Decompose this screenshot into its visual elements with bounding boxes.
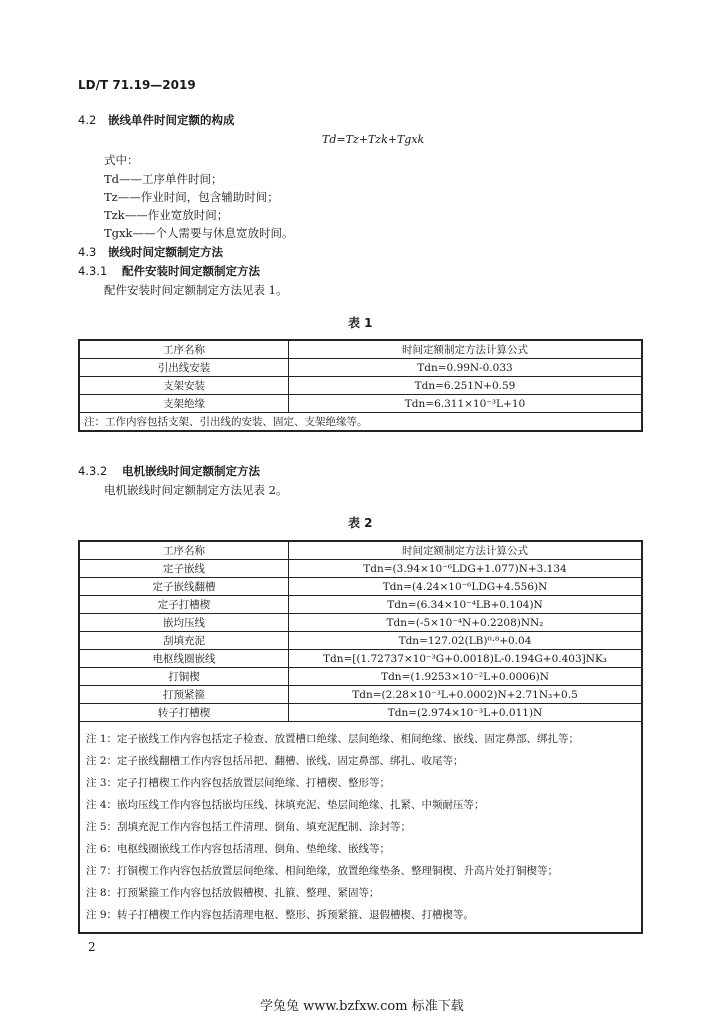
section-4-3-2-heading <box>78 463 260 479</box>
table-2 <box>78 540 643 934</box>
process-name: 定子打槽楔 <box>79 596 289 614</box>
legend-item: Tzk——作业宽放时间； <box>104 208 229 222</box>
formula-cell: Tdn=(4.24×10⁻⁶LDG+4.556)N <box>289 578 643 596</box>
table-header-row <box>79 541 642 560</box>
formula-cell: Tdn=[(1.72737×10⁻³G+0.0018)L-0.194G+0.403]NK₃ <box>289 650 643 668</box>
table-note: 注 6：电枢线圈嵌线工作内容包括清理、倒角、垫绝缘、嵌线等； <box>86 843 391 855</box>
table-row <box>79 650 642 668</box>
footer-watermark[interactable]: 学兔兔 www.bzfxw.com 标准下载 <box>260 999 464 1014</box>
document-code: LD/T 71.19—2019 <box>78 78 196 92</box>
table-note: 注 5：刮填充泥工作内容包括工件清理、倒角、填充泥配制、涂封等； <box>86 821 412 833</box>
process-name: 电枢线圈嵌线 <box>79 650 289 668</box>
table-row <box>79 377 642 395</box>
formula-cell: Tdn=6.311×10⁻³L+10 <box>289 395 643 413</box>
process-name: 嵌均压线 <box>79 614 289 632</box>
table-note: 注 2：定子嵌线翻槽工作内容包括吊把、翻槽、嵌线、固定鼻部、绑扎、收尾等； <box>86 755 464 767</box>
table-note: 注 9：转子打槽楔工作内容包括清理电枢、整形、拆预紧箍、退假槽楔、打槽楔等。 <box>86 909 475 921</box>
legend-intro: 式中： <box>104 153 139 167</box>
process-name: 引出线安装 <box>79 359 289 377</box>
table-row <box>79 596 642 614</box>
formula-cell: Tdn=0.99N-0.033 <box>289 359 643 377</box>
process-name: 打铜楔 <box>79 668 289 686</box>
table-1 <box>78 339 643 432</box>
table-2-caption: 表 2 <box>348 516 373 530</box>
process-name: 支架绝缘 <box>79 395 289 413</box>
legend-item: Tz——作业时间，包含辅助时间； <box>104 190 279 204</box>
table-row <box>79 668 642 686</box>
process-name: 转子打槽楔 <box>79 704 289 722</box>
header-cell: 时间定额制定方法计算公式 <box>289 541 643 560</box>
table-note-row <box>79 413 642 432</box>
section-4-3-1-body: 配件安装时间定额制定方法见表 1。 <box>104 283 288 297</box>
process-name: 定子嵌线翻槽 <box>79 578 289 596</box>
table-note: 注 7：打铜楔工作内容包括放置层间绝缘、相间绝缘，放置绝缘垫条、整理铜楔、升高片处打铜楔等； <box>86 865 559 877</box>
header-cell: 工序名称 <box>79 541 289 560</box>
section-title: 嵌线时间定额制定方法 <box>108 245 223 259</box>
formula-cell: Tdn=127.02(LB)⁰·⁸+0.04 <box>289 632 643 650</box>
legend-item: Td——工序单件时间； <box>104 172 223 186</box>
section-4-3-1-heading <box>78 263 260 279</box>
table-row <box>79 578 642 596</box>
formula-cell: Tdn=(6.34×10⁻⁴LB+0.104)N <box>289 596 643 614</box>
composition-formula: Td=Tz+Tzk+Tgxk <box>322 133 425 146</box>
header-cell: 工序名称 <box>79 340 289 359</box>
table-header-row <box>79 340 642 359</box>
formula-cell: Tdn=(2.974×10⁻³L+0.011)N <box>289 704 643 722</box>
table-row <box>79 395 642 413</box>
table-note: 注：工作内容包括支架、引出线的安装、固定、支架绝缘等。 <box>79 413 642 432</box>
table-1-caption: 表 1 <box>348 316 373 330</box>
table-note: 注 8：打预紧箍工作内容包括放假槽楔、扎箍、整理、紧固等； <box>86 887 380 899</box>
header-cell: 时间定额制定方法计算公式 <box>289 340 643 359</box>
section-number: 4.3 <box>78 245 97 259</box>
formula-cell: Tdn=(3.94×10⁻⁶LDG+1.077)N+3.134 <box>289 560 643 578</box>
formula-cell: Tdn=(-5×10⁻⁴N+0.2208)NN₂ <box>289 614 643 632</box>
table-row <box>79 560 642 578</box>
section-4-3-heading <box>78 244 223 260</box>
section-title: 电机嵌线时间定额制定方法 <box>122 464 260 478</box>
table-note: 注 3：定子打槽楔工作内容包括放置层间绝缘、打槽楔、整形等； <box>86 777 391 789</box>
formula-cell: Tdn=(1.9253×10⁻²L+0.0006)N <box>289 668 643 686</box>
table-note: 注 1：定子嵌线工作内容包括定子检查、放置槽口绝缘、层间绝缘、相间绝缘、嵌线、固定鼻部、绑扎等； <box>86 733 580 745</box>
table-row <box>79 359 642 377</box>
table-row <box>79 686 642 704</box>
table-note: 注 4：嵌均压线工作内容包括嵌均压线、抹填充泥、垫层间绝缘、扎紧、中频耐压等； <box>86 799 485 811</box>
section-number: 4.2 <box>78 113 97 127</box>
table-row <box>79 704 642 722</box>
page-number: 2 <box>88 940 96 954</box>
section-title: 嵌线单件时间定额的构成 <box>108 113 235 127</box>
process-name: 支架安装 <box>79 377 289 395</box>
section-number: 4.3.1 <box>78 264 108 278</box>
process-name: 打预紧箍 <box>79 686 289 704</box>
table-notes <box>79 722 642 934</box>
table-row <box>79 632 642 650</box>
section-number: 4.3.2 <box>78 464 108 478</box>
process-name: 定子嵌线 <box>79 560 289 578</box>
legend-item: Tgxk——个人需要与休息宽放时间。 <box>104 226 294 240</box>
formula-cell: Tdn=6.251N+0.59 <box>289 377 643 395</box>
table-notes-row <box>79 722 642 934</box>
table-row <box>79 614 642 632</box>
formula-cell: Tdn=(2.28×10⁻³L+0.0002)N+2.71N₃+0.5 <box>289 686 643 704</box>
process-name: 刮填充泥 <box>79 632 289 650</box>
section-4-2-heading <box>78 112 235 128</box>
section-title: 配件安装时间定额制定方法 <box>122 264 260 278</box>
section-4-3-2-body: 电机嵌线时间定额制定方法见表 2。 <box>104 483 288 497</box>
